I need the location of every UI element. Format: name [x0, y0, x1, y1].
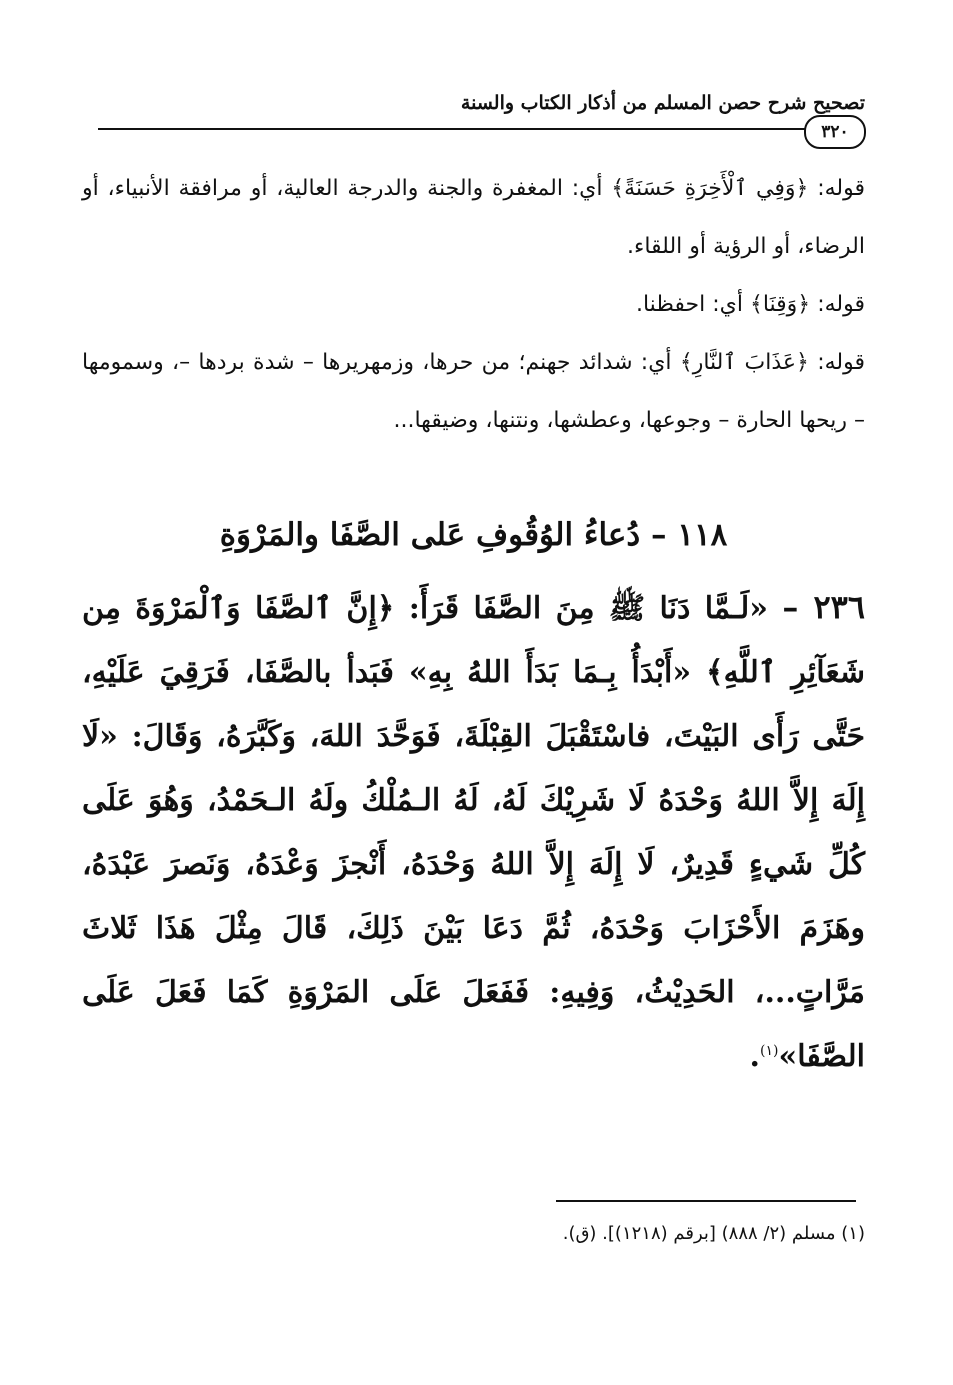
hadith-number: ٢٣٦ – [782, 588, 866, 626]
hadith-end-period: . [749, 1039, 760, 1074]
running-header-title: تصحيح شرح حصن المسلم من أذكار الكتاب والسنة [460, 92, 865, 114]
footnote: (١) مسلم (٢/ ٨٨٨) [برقم (١٢١٨)]. (ق). [562, 1223, 865, 1244]
hadith-block [82, 575, 865, 1089]
page-number: ٣٢٠ [804, 115, 866, 149]
footnote-marker: (١) [759, 1043, 779, 1059]
commentary-paragraph-hereafter: قوله: ﴿وَفِي ٱلْأَخِرَةِ حَسَنَةً﴾ أي: المغفرة والجنة والدرجة العالية، أو مرافقة الأنبياء، أو الرضاء، أو الرؤية أو اللقاء. [82, 176, 865, 259]
commentary-paragraph-fire: قوله: ﴿عَذَابَ ٱلنَّارِ﴾ أي: شدائد جهنم؛ من حرها، وزمهريرها – شدة بردها –، وسمومها – ريحها الحارة – وجوعها، وعطشها، ونتنها، وضيقها... [82, 350, 865, 433]
header-rule [98, 128, 864, 130]
commentary-block [82, 160, 865, 450]
commentary-paragraph-protect: قوله: ﴿وَقِنَا﴾ أي: احفظنا. [635, 292, 865, 317]
hadith-text: «لَـمَّا دَنَا ﷺ مِنَ الصَّفَا قَرَأَ: ﴿إِنَّ ٱلصَّفَا وَٱلْمَرْوَةَ مِن شَعَآئِرِ ٱللَّهِ﴾ «أَبْدَأُ بِـمَا بَدَأَ اللهُ بِهِ» فَبَدأ بالصَّفَا، فَرَقِيَ عَلَيْهِ، حَتَّى رَأَى البَيْتَ، فاسْتَقْبَلَ القِبْلَةَ، فَوَحَّدَ اللهَ، وَكَبَّرَهُ، وَقَالَ: «لَا إِلَهَ إِلاَّ اللهُ وَحْدَهُ لَا شَرِيْكَ لَهُ، لَهُ الـمُلْكُ ولَهُ الـحَمْدُ، وَهُوَ عَلَى كُلِّ شَيءٍ قَدِيرٌ، لَا إِلَهَ إِلاَّ اللهُ وَحْدَهُ، أَنْجزَ وَعْدَهُ، وَنَصرَ عَبْدَهُ، وهَزَمَ الأَحْزَابَ وَحْدَهُ، ثُمَّ دَعَا بَيْنَ ذَلِكَ، قَالَ مِثْلَ هَذَا ثَلاثَ مَرَّاتٍ...، الحَدِيْثُ، وَفِيهِ: فَفَعَلَ عَلَى المَرْوَةِ كَمَا فَعَلَ عَلَى الصَّفَا» [82, 591, 865, 1074]
section-heading: ١١٨ – دُعاءُ الوُقُوفِ عَلى الصَّفَا والمَرْوَةِ [219, 517, 728, 553]
footnote-rule [556, 1200, 856, 1202]
